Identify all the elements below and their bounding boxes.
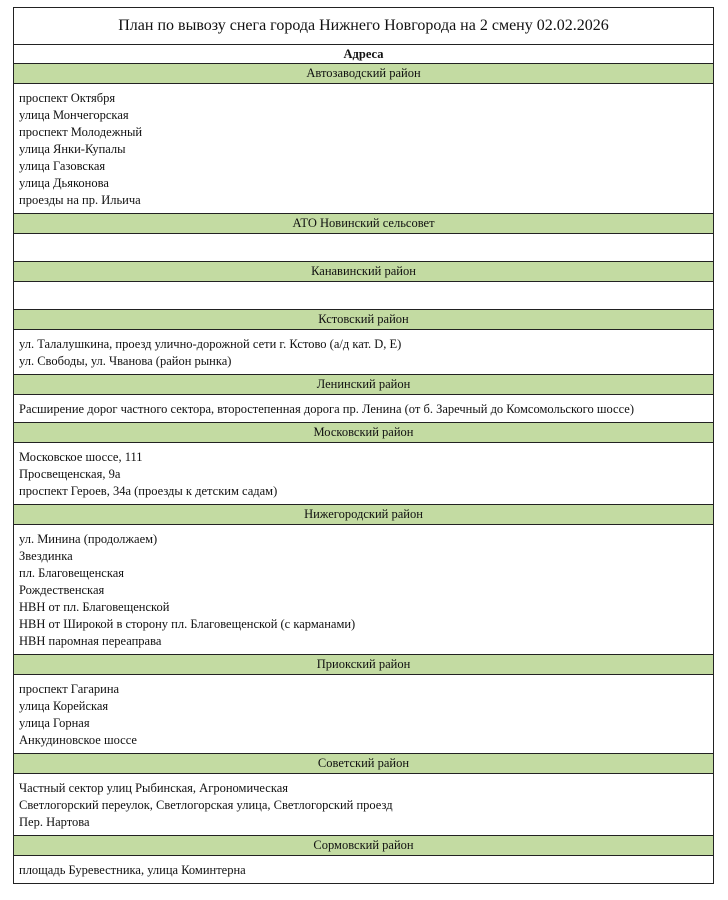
district-header: Ленинский район <box>14 375 713 395</box>
district-addresses <box>14 282 713 310</box>
district-addresses <box>14 395 713 423</box>
address-line: Пер. Нартова <box>19 815 90 829</box>
district-addresses <box>14 330 713 375</box>
snow-removal-table <box>13 7 714 884</box>
address-line: улица Газовская <box>19 159 106 173</box>
address-line: Частный сектор улиц Рыбинская, Агрономическая <box>19 781 289 795</box>
district-header: Кстовский район <box>14 310 713 330</box>
district-header: Автозаводский район <box>14 64 713 84</box>
district-addresses <box>14 84 713 214</box>
address-line: Просвещенская, 9а <box>19 467 121 481</box>
district-header: Советский район <box>14 754 713 774</box>
address-line: улица Корейская <box>19 699 109 713</box>
address-line: улица Мончегорская <box>19 108 129 122</box>
district-addresses <box>14 774 713 836</box>
address-line: пл. Благовещенская <box>19 566 125 580</box>
district-header: Канавинский район <box>14 262 713 282</box>
district-addresses <box>14 443 713 505</box>
document-title: План по вывозу снега города Нижнего Новгорода на 2 смену 02.02.2026 <box>14 8 713 45</box>
address-line: Расширение дорог частного сектора, второстепенная дорога пр. Ленина (от б. Заречный до Комсомольского шоссе) <box>19 402 635 416</box>
district-header: Приокский район <box>14 655 713 675</box>
address-line: Звездинка <box>19 549 73 563</box>
address-line: проезды на пр. Ильича <box>19 193 141 207</box>
district-header: Московский район <box>14 423 713 443</box>
address-line: проспект Гагарина <box>19 682 120 696</box>
address-line: улица Дьяконова <box>19 176 109 190</box>
address-line: НВН от Широкой в сторону пл. Благовещенской (с карманами) <box>19 617 356 631</box>
address-line: проспект Молодежный <box>19 125 143 139</box>
address-line: проспект Октября <box>19 91 116 105</box>
address-line: ул. Минина (продолжаем) <box>19 532 158 546</box>
address-line: Светлогорский переулок, Светлогорская улица, Светлогорский проезд <box>19 798 393 812</box>
district-addresses <box>14 525 713 655</box>
address-line: Анкудиновское шоссе <box>19 733 137 747</box>
address-line: улица Янки-Купалы <box>19 142 126 156</box>
address-line: улица Горная <box>19 716 90 730</box>
addresses-header: Адреса <box>14 45 713 64</box>
district-header: АТО Новинский сельсовет <box>14 214 713 234</box>
address-line: проспект Героев, 34а (проезды к детским садам) <box>19 484 278 498</box>
address-line: НВН от пл. Благовещенской <box>19 600 170 614</box>
address-line: Московское шоссе, 111 <box>19 450 143 464</box>
district-addresses <box>14 856 713 884</box>
district-addresses <box>14 675 713 754</box>
address-line: ул. Свободы, ул. Чванова (район рынка) <box>19 354 232 368</box>
address-line: ул. Талалушкина, проезд улично-дорожной сети г. Кстово (а/д кат. D, E) <box>19 337 402 351</box>
address-line: Рождественская <box>19 583 105 597</box>
districts-list <box>14 64 713 884</box>
district-addresses <box>14 234 713 262</box>
address-line: НВН паромная переаправа <box>19 634 162 648</box>
district-header: Сормовский район <box>14 836 713 856</box>
address-line: площадь Буревестника, улица Коминтерна <box>19 863 246 877</box>
district-header: Нижегородский район <box>14 505 713 525</box>
